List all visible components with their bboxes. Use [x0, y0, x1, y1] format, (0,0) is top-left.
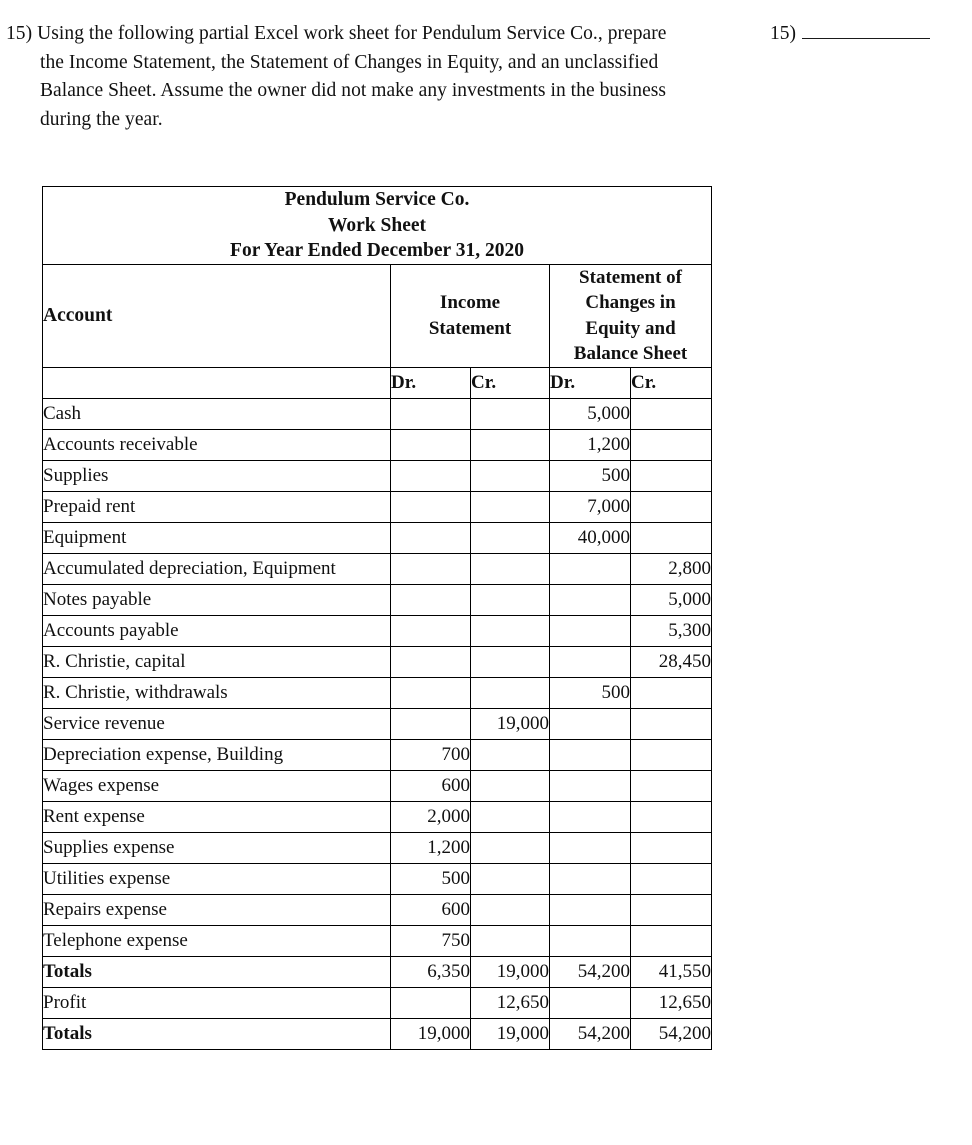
- worksheet-row-account-name: Prepaid rent: [43, 491, 391, 522]
- worksheet-cell-income-statement-debit: [391, 646, 471, 677]
- worksheet-cell-balance-sheet-credit: [631, 894, 712, 925]
- worksheet-cell-income-statement-debit: [391, 708, 471, 739]
- worksheet-row: [43, 398, 712, 429]
- worksheet-cell-income-statement-credit: [471, 491, 550, 522]
- worksheet-cell-income-statement-debit: 600: [391, 770, 471, 801]
- question-line-4: during the year.: [40, 108, 163, 130]
- worksheet-cell-income-statement-debit: [391, 429, 471, 460]
- worksheet-cell-income-statement-debit: 600: [391, 894, 471, 925]
- worksheet-cell-income-statement-debit: [391, 615, 471, 646]
- worksheet-row: [43, 522, 712, 553]
- subheader-balance-sheet-debit: Dr.: [550, 367, 631, 398]
- worksheet-cell-balance-sheet-credit: [631, 863, 712, 894]
- worksheet-cell-income-statement-debit: [391, 677, 471, 708]
- worksheet-cell-income-statement-debit: 19,000: [391, 1018, 471, 1049]
- answer-slot: [770, 20, 960, 49]
- worksheet-row: [43, 491, 712, 522]
- worksheet-cell-balance-sheet-credit: 12,650: [631, 987, 712, 1018]
- worksheet-cell-income-statement-credit: 19,000: [471, 708, 550, 739]
- worksheet-cell-balance-sheet-debit: [550, 987, 631, 1018]
- worksheet-cell-balance-sheet-debit: 7,000: [550, 491, 631, 522]
- worksheet-cell-balance-sheet-debit: 5,000: [550, 398, 631, 429]
- worksheet-cell-income-statement-debit: 2,000: [391, 801, 471, 832]
- worksheet-cell-balance-sheet-debit: [550, 801, 631, 832]
- worksheet-cell-income-statement-credit: [471, 925, 550, 956]
- worksheet-row-account-name: Utilities expense: [43, 863, 391, 894]
- worksheet-row-account-name: Equipment: [43, 522, 391, 553]
- worksheet-subheader-row: [43, 367, 712, 398]
- worksheet-cell-balance-sheet-debit: 1,200: [550, 429, 631, 460]
- worksheet-cell-balance-sheet-credit: [631, 925, 712, 956]
- worksheet-cell-income-statement-credit: [471, 832, 550, 863]
- worksheet-cell-balance-sheet-debit: [550, 894, 631, 925]
- worksheet-cell-balance-sheet-debit: [550, 646, 631, 677]
- worksheet-cell-balance-sheet-credit: [631, 677, 712, 708]
- worksheet-cell-income-statement-credit: 19,000: [471, 1018, 550, 1049]
- answer-blank-line[interactable]: [802, 24, 930, 39]
- equity-balance-header-line-3: Equity and: [585, 317, 676, 339]
- worksheet-cell-balance-sheet-debit: 500: [550, 677, 631, 708]
- worksheet-row-account-name: Depreciation expense, Building: [43, 739, 391, 770]
- worksheet-cell-balance-sheet-credit: [631, 522, 712, 553]
- question-number: 15): [6, 23, 33, 44]
- worksheet-cell-income-statement-credit: [471, 429, 550, 460]
- column-header-account: Account: [43, 264, 391, 367]
- subheader-income-statement-credit: Cr.: [471, 367, 550, 398]
- worksheet-row-account-name: Accounts receivable: [43, 429, 391, 460]
- worksheet-cell-balance-sheet-debit: [550, 553, 631, 584]
- worksheet-row-account-name: Supplies expense: [43, 832, 391, 863]
- worksheet-row: [43, 739, 712, 770]
- worksheet-cell-income-statement-debit: [391, 491, 471, 522]
- equity-balance-header-line-1: Statement of: [579, 266, 682, 288]
- worksheet-row-account-name: R. Christie, capital: [43, 646, 391, 677]
- worksheet-row: [43, 615, 712, 646]
- worksheet-cell-balance-sheet-credit: [631, 801, 712, 832]
- worksheet-cell-income-statement-debit: 500: [391, 863, 471, 894]
- worksheet-cell-balance-sheet-debit: [550, 832, 631, 863]
- worksheet-cell-balance-sheet-credit: [631, 460, 712, 491]
- worksheet-cell-income-statement-credit: [471, 615, 550, 646]
- worksheet-document-name: Work Sheet: [327, 214, 427, 236]
- worksheet-row-account-name: Supplies: [43, 460, 391, 491]
- worksheet-cell-income-statement-credit: 12,650: [471, 987, 550, 1018]
- worksheet-table-body: [43, 187, 712, 1050]
- worksheet-title-row: [43, 187, 712, 265]
- worksheet-cell-balance-sheet-debit: 54,200: [550, 956, 631, 987]
- equity-balance-header-line-2: Changes in: [585, 292, 676, 313]
- worksheet-cell-balance-sheet-debit: [550, 708, 631, 739]
- worksheet-table: [42, 186, 712, 1050]
- worksheet-cell-balance-sheet-debit: [550, 925, 631, 956]
- worksheet-row: [43, 553, 712, 584]
- answer-number-label: 15): [770, 23, 796, 44]
- worksheet-group-header-row: [43, 264, 712, 367]
- worksheet-row: [43, 801, 712, 832]
- worksheet-cell-balance-sheet-credit: [631, 739, 712, 770]
- worksheet-cell-balance-sheet-debit: [550, 770, 631, 801]
- question-line-2: the Income Statement, the Statement of Changes in Equity, and an unclassified: [40, 51, 659, 73]
- worksheet-row: [43, 429, 712, 460]
- worksheet-cell-balance-sheet-debit: 54,200: [550, 1018, 631, 1049]
- question-line-3: Balance Sheet. Assume the owner did not make any investments in the business: [40, 80, 667, 101]
- worksheet-cell-income-statement-debit: 6,350: [391, 956, 471, 987]
- worksheet-row: [43, 987, 712, 1018]
- worksheet-row-account-name: Notes payable: [43, 584, 391, 615]
- worksheet-row: [43, 584, 712, 615]
- worksheet-cell-balance-sheet-credit: 54,200: [631, 1018, 712, 1049]
- worksheet-cell-income-statement-credit: [471, 646, 550, 677]
- worksheet-cell-balance-sheet-credit: 41,550: [631, 956, 712, 987]
- worksheet-cell-income-statement-credit: [471, 553, 550, 584]
- worksheet-cell-income-statement-debit: [391, 584, 471, 615]
- worksheet-cell-balance-sheet-credit: [631, 491, 712, 522]
- worksheet-cell-balance-sheet-credit: 5,000: [631, 584, 712, 615]
- question-line-1: Using the following partial Excel work sheet for Pendulum Service Co., prepare: [37, 23, 667, 44]
- worksheet-row: [43, 1018, 712, 1049]
- worksheet-container: [42, 186, 712, 1050]
- worksheet-cell-income-statement-credit: 19,000: [471, 956, 550, 987]
- worksheet-row: [43, 925, 712, 956]
- question-text-body: [6, 20, 736, 134]
- worksheet-cell-income-statement-credit: [471, 398, 550, 429]
- worksheet-cell-income-statement-credit: [471, 801, 550, 832]
- worksheet-cell-balance-sheet-credit: [631, 398, 712, 429]
- worksheet-cell-balance-sheet-credit: [631, 429, 712, 460]
- worksheet-cell-balance-sheet-credit: [631, 770, 712, 801]
- worksheet-row-account-name: Repairs expense: [43, 894, 391, 925]
- income-statement-header-line-1: Income: [439, 292, 501, 313]
- worksheet-cell-balance-sheet-credit: [631, 708, 712, 739]
- worksheet-cell-income-statement-debit: [391, 398, 471, 429]
- worksheet-row: [43, 677, 712, 708]
- worksheet-title-cell: [43, 187, 712, 265]
- subheader-balance-sheet-credit: Cr.: [631, 367, 712, 398]
- worksheet-cell-balance-sheet-debit: [550, 615, 631, 646]
- worksheet-row: [43, 956, 712, 987]
- worksheet-row-account-name: Cash: [43, 398, 391, 429]
- worksheet-cell-income-statement-debit: [391, 522, 471, 553]
- worksheet-cell-income-statement-debit: 700: [391, 739, 471, 770]
- worksheet-row: [43, 863, 712, 894]
- worksheet-cell-income-statement-credit: [471, 677, 550, 708]
- worksheet-row-account-name: Totals: [43, 956, 391, 987]
- column-group-header-equity-balance-sheet: [550, 264, 712, 367]
- question-first-line: [6, 20, 736, 49]
- worksheet-cell-income-statement-credit: [471, 770, 550, 801]
- income-statement-header-line-2: Statement: [428, 317, 512, 339]
- worksheet-cell-income-statement-debit: [391, 987, 471, 1018]
- subheader-income-statement-debit: Dr.: [391, 367, 471, 398]
- worksheet-row: [43, 708, 712, 739]
- worksheet-cell-income-statement-debit: 750: [391, 925, 471, 956]
- worksheet-cell-income-statement-credit: [471, 460, 550, 491]
- worksheet-row-account-name: Wages expense: [43, 770, 391, 801]
- worksheet-row-account-name: Profit: [43, 987, 391, 1018]
- worksheet-cell-income-statement-credit: [471, 584, 550, 615]
- equity-balance-header-line-4: Balance Sheet: [573, 343, 688, 364]
- worksheet-company-name: Pendulum Service Co.: [284, 189, 470, 210]
- worksheet-cell-balance-sheet-credit: 28,450: [631, 646, 712, 677]
- worksheet-row: [43, 832, 712, 863]
- worksheet-row-account-name: Telephone expense: [43, 925, 391, 956]
- worksheet-cell-balance-sheet-debit: 500: [550, 460, 631, 491]
- worksheet-cell-balance-sheet-credit: 2,800: [631, 553, 712, 584]
- worksheet-row: [43, 646, 712, 677]
- worksheet-row: [43, 770, 712, 801]
- worksheet-cell-income-statement-credit: [471, 739, 550, 770]
- worksheet-row-account-name: R. Christie, withdrawals: [43, 677, 391, 708]
- worksheet-cell-income-statement-credit: [471, 863, 550, 894]
- worksheet-cell-income-statement-debit: [391, 553, 471, 584]
- worksheet-cell-balance-sheet-credit: 5,300: [631, 615, 712, 646]
- worksheet-cell-income-statement-credit: [471, 522, 550, 553]
- worksheet-cell-income-statement-credit: [471, 894, 550, 925]
- worksheet-row-account-name: Accumulated depreciation, Equipment: [43, 553, 391, 584]
- worksheet-row-account-name: Totals: [43, 1018, 391, 1049]
- question-block: [0, 20, 972, 145]
- worksheet-cell-balance-sheet-debit: [550, 739, 631, 770]
- worksheet-cell-income-statement-debit: 1,200: [391, 832, 471, 863]
- worksheet-cell-income-statement-debit: [391, 460, 471, 491]
- worksheet-cell-balance-sheet-debit: [550, 863, 631, 894]
- column-group-header-income-statement: [391, 264, 550, 367]
- worksheet-row-account-name: Accounts payable: [43, 615, 391, 646]
- worksheet-cell-balance-sheet-debit: 40,000: [550, 522, 631, 553]
- worksheet-cell-balance-sheet-debit: [550, 584, 631, 615]
- worksheet-row-account-name: Rent expense: [43, 801, 391, 832]
- worksheet-row: [43, 894, 712, 925]
- worksheet-cell-balance-sheet-credit: [631, 832, 712, 863]
- subheader-account-blank: [43, 367, 391, 398]
- worksheet-period: For Year Ended December 31, 2020: [230, 240, 524, 261]
- worksheet-row-account-name: Service revenue: [43, 708, 391, 739]
- worksheet-row: [43, 460, 712, 491]
